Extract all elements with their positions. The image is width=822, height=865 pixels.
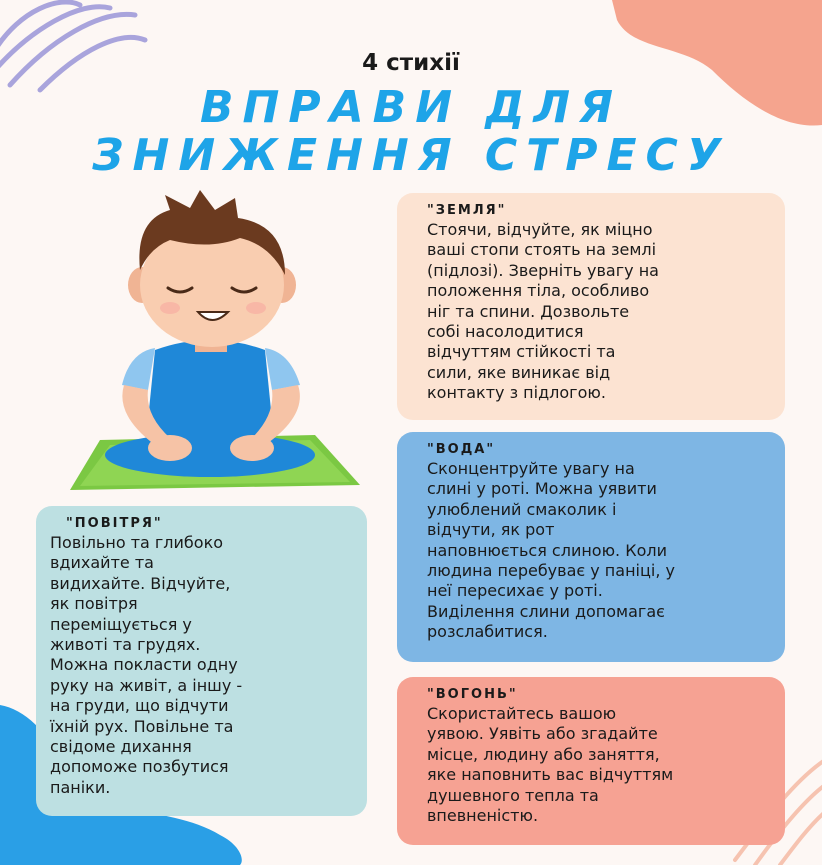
water-text: Сконцентруйте увагу на слині у роті. Можна уявити улюблений смаколик і відчути, як рот наповнюється слиною. Коли людина перебуває у паніці, у неї пересихає у роті. Виділення слини допомагає розслабитися. bbox=[427, 459, 675, 642]
page-title-line1: ВПРАВИ ДЛЯ bbox=[200, 82, 622, 133]
subtitle: 4 стихії bbox=[362, 50, 460, 76]
air-text: Повільно та глибоко вдихайте та видихайте. Відчуйте, як повітря переміщується у животі та грудях. Можна покласти одну руку на живіт, а іншу - на груди, що відчути їхній рух. Повільне та свідоме дихання допоможе позбутися паніки. bbox=[50, 533, 243, 797]
earth-heading: "ЗЕМЛЯ" bbox=[427, 203, 507, 218]
water-heading: "ВОДА" bbox=[427, 442, 496, 457]
meditating-boy-illustration bbox=[60, 190, 370, 500]
page-title-line2: ЗНИЖЕННЯ СТРЕСУ bbox=[92, 130, 730, 181]
earth-card bbox=[397, 193, 785, 420]
earth-text: Стоячи, відчуйте, як міцно ваші стопи стоять на землі (підлозі). Зверніть увагу на положення тіла, особливо ніг та спини. Дозвольте собі насолодитися відчуттям стійкості та сили, яке виникає від контакту з підлогою. bbox=[427, 220, 659, 403]
water-card bbox=[397, 432, 785, 662]
fire-heading: "ВОГОНЬ" bbox=[427, 687, 518, 702]
fire-card bbox=[397, 677, 785, 845]
air-heading: "ПОВІТРЯ" bbox=[66, 516, 163, 531]
fire-text: Скористайтесь вашою уявою. Уявіть або згадайте місце, людину або заняття, яке наповнить вас відчуттям душевного тепла та впевненістю. bbox=[427, 704, 674, 826]
scribble-lines-decoration bbox=[0, 0, 150, 95]
air-card bbox=[36, 506, 367, 816]
